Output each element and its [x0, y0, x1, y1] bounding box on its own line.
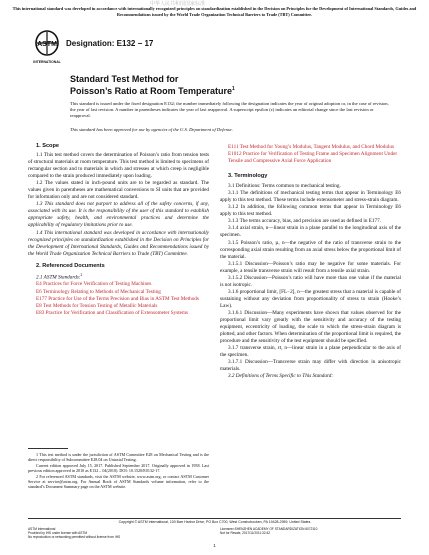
para-3-1-5: 3.1.5 Poisson’s ratio, µ, n—the negative of the ratio of transverse strain to the corresponding axial strain resulting from an axial stress below the proportional limit of the material. — [220, 239, 401, 260]
logo-subtext: INTERNATIONAL — [33, 60, 61, 64]
license-right — [220, 528, 401, 536]
ref-item[interactable] — [36, 281, 209, 288]
para-3-1-5-1: 3.1.5.1 Discussion—Poisson’s ratio may be negative for some materials. For example, a tensile transverse strain will result from a tensile axial strain. — [220, 260, 401, 274]
ref-title[interactable]: Test Methods for Tension Testing of Metallic Materials — [42, 302, 158, 309]
para-3-1-3: 3.1.3 The terms accuracy, bias, and precision are used as defined in E177. — [228, 218, 381, 225]
license-left — [28, 528, 228, 540]
refs-heading: 2. Referenced Documents — [36, 262, 105, 269]
page-number: 1 — [213, 543, 216, 548]
para-2-1: 2.1 ASTM Standards: — [36, 274, 81, 281]
standard-title — [70, 74, 235, 96]
ref-item[interactable] — [228, 151, 401, 165]
title-line-2: Poisson’s Ratio at Room Temperature — [70, 86, 233, 96]
logo-text: ASTM — [37, 41, 57, 48]
right-column — [220, 144, 401, 380]
ref-title[interactable]: Terminology Relating to Methods of Mechanical Testing — [42, 288, 161, 295]
ref-code[interactable]: E111 — [228, 144, 239, 150]
para-3-1-7: 3.1.7 transverse strain, εt, n—linear strain in a plane perpendicular to the axis of the specimen. — [220, 345, 401, 359]
title-footnote-ref: 1 — [232, 86, 235, 92]
ref-item[interactable] — [36, 303, 209, 310]
terminology-heading: 3. Terminology — [228, 173, 268, 180]
footnote-2: 2 For referenced ASTM standards, visit the ASTM website, www.astm.org, or contact ASTM Customer Service at service@astm.org. For Annual Book of ASTM Standards volume information, refer to the standard’s Document Summary page on the ASTM website. — [28, 473, 209, 490]
ref-item[interactable] — [228, 144, 401, 151]
ref-title[interactable]: Practice for Verification and Classification of Extensometer Systems — [45, 309, 189, 316]
ref-item[interactable] — [36, 289, 209, 296]
ref-code[interactable]: E177 — [36, 295, 47, 302]
ref-title[interactable]: Test Method for Young’s Modulus, Tangent Modulus, and Chord Modulus — [239, 144, 395, 150]
ref-title[interactable]: Practices for Force Verification of Testing Machines — [43, 281, 152, 288]
left-column — [28, 143, 209, 317]
para-3-1-4: 3.1.4 axial strain, n—linear strain in a plane parallel to the longitudinal axis of the specimen. — [220, 225, 401, 239]
ref-list-left — [28, 281, 209, 316]
para-3-1-7-1: 3.1.7.1 Discussion—Transverse strain may differ with direction in anisotropic materials. — [220, 359, 401, 373]
ref-code[interactable]: E4 — [36, 281, 42, 288]
ref-title[interactable]: Practice for Verification of Testing Frame and Specimen Alignment Under Tensile and Compressive Axial Force Application — [228, 151, 398, 165]
title-line-1: Standard Test Method for — [70, 74, 179, 84]
designation: Designation: E132 − 17 — [66, 39, 154, 48]
para-3-2: 3.2 Definitions of Terms Specific to This Standard: — [228, 373, 334, 380]
ref-item[interactable] — [36, 310, 209, 317]
scope-heading: 1. Scope — [36, 143, 60, 149]
ref-code[interactable]: E8 — [36, 302, 42, 309]
ref-code[interactable]: E6 — [36, 288, 42, 295]
ref-code[interactable]: E1012 — [228, 151, 242, 158]
license-left-3: No reproduction or networking permitted without license from IHS — [28, 534, 121, 539]
footnotes — [28, 452, 209, 490]
ref-item[interactable] — [36, 296, 209, 303]
intro-note: This standard is issued under the fixed designation E132; the number immediately following the designation indicates the year of original adoption or, in the case of revision, the year of last revision. A number in parentheses indicates the year of last reapproval. A superscript epsilon (ε) indicates an editorial change since the last revision or reapproval. — [70, 101, 389, 118]
footnote-1-edition: Current edition approved July 15, 2017. Published September 2017. Originally approved in 1958. Last previous edition approved in 2010 as E132 – 04(2010). DOI: 10.1520/E0132-17. — [28, 462, 209, 474]
license-right-1: Licensee=SHENZHEN ACADEMY OF STANDARDIZATION 6072110 — [220, 527, 318, 531]
para-1-2: 1.2 The values stated in inch-pound units are to be regarded as standard. The values given in parentheses are mathematical conversions to SI units that are provided for information only and are not considered standard. — [28, 180, 209, 201]
footnote-ref-2: 2 — [80, 272, 83, 277]
copyright-line: Copyright © ASTM International, 100 Barr Harbor Drive, PO Box C700, West Conshohocken, PA 19428-2959. United States — [118, 520, 311, 524]
banner-notice: This international standard was developed in accordance with internationally recognized principles on standardization established in the Decision on Principles for the Development of International Standards, Guides and Recommendations issued by the World Trade Organization Technical Barriers to Trade (TBT) Committee. — [12, 6, 417, 17]
astm-logo — [33, 30, 61, 68]
para-3-1-6-1: 3.1.6.1 Discussion—Many experiments have shown that values observed for the proportional limit vary greatly with the sensitivity and accuracy of the testing equipment, eccentricity of loading, the scale to which the stress-strain diagram is plotted, and other factors. When determination of the proportional limit is required, the procedure and the sensitivity of the test equipment should be specified. — [220, 309, 401, 345]
para-1-1: 1.1 This test method covers the determination of Poisson’s ratio from tension tests of structural materials at room temperature. This test method is limited to specimens of rectangular section and to materials in which and stresses at which creep is negligible compared to the strain produced immediately upon loading. — [28, 152, 209, 180]
para-1-3: 1.3 This standard does not purport to address all of the safety concerns, if any, associated with its use. It is the responsibility of the user of this standard to establish appropriate safety, health, and environmental practices and determine the applicability of regulatory limitations prior to use. — [28, 201, 209, 229]
ref-list-right — [220, 144, 401, 165]
ref-title[interactable]: Practice for Use of the Terms Precision and Bias in ASTM Test Methods — [48, 295, 199, 302]
para-3-1-6: 3.1.6 proportional limit, [FL−2], n—the greatest stress that a material is capable of sustaining without any deviation from proportionality of stress to strain (Hooke’s Law). — [220, 288, 401, 309]
para-3-1-1: 3.1.1 The definitions of mechanical testing terms that appear in Terminology E6 apply to this test method. These terms include extensometer and stress-strain diagram. — [220, 190, 401, 204]
intro-dod-note: This standard has been approved for use by agencies of the U.S. Department of Defense. — [70, 127, 233, 132]
footer-rule — [28, 518, 401, 519]
ref-code[interactable]: E83 — [36, 309, 45, 316]
license-left-2: Provided by IHS under license with ASTM — [28, 530, 87, 535]
watermark: 中华人民共和国国家标准 — [150, 1, 206, 7]
license-left-1: ASTM International — [28, 527, 56, 531]
para-3-1: 3.1 Definitions: Terms common to mechanical testing. — [228, 183, 341, 190]
footnote-rule — [28, 448, 68, 449]
para-3-1-5-2: 3.1.5.2 Discussion—Poisson’s ratio will have more than one value if the material is not isotropic. — [220, 274, 401, 288]
footnote-1: 1 This test method is under the jurisdiction of ASTM Committee E28 on Mechanical Testing and is the direct responsibility of Subcommittee E28.04 on Uniaxial Testing. — [28, 452, 209, 463]
para-1-4: 1.4 This international standard was developed in accordance with internationally recognized principles on standardization established in the Decision on Principles for the Development of International Standards, Guides and Recommendations issued by the World Trade Organization Technical Barriers to Trade (TBT) Committee. — [28, 229, 209, 257]
license-right-2: Not for Resale, 2017/11/2011:32:42 — [220, 530, 271, 535]
para-3-1-2: 3.1.2 In addition, the following common terms that appear in Terminology E6 apply to this test method. — [220, 204, 401, 218]
